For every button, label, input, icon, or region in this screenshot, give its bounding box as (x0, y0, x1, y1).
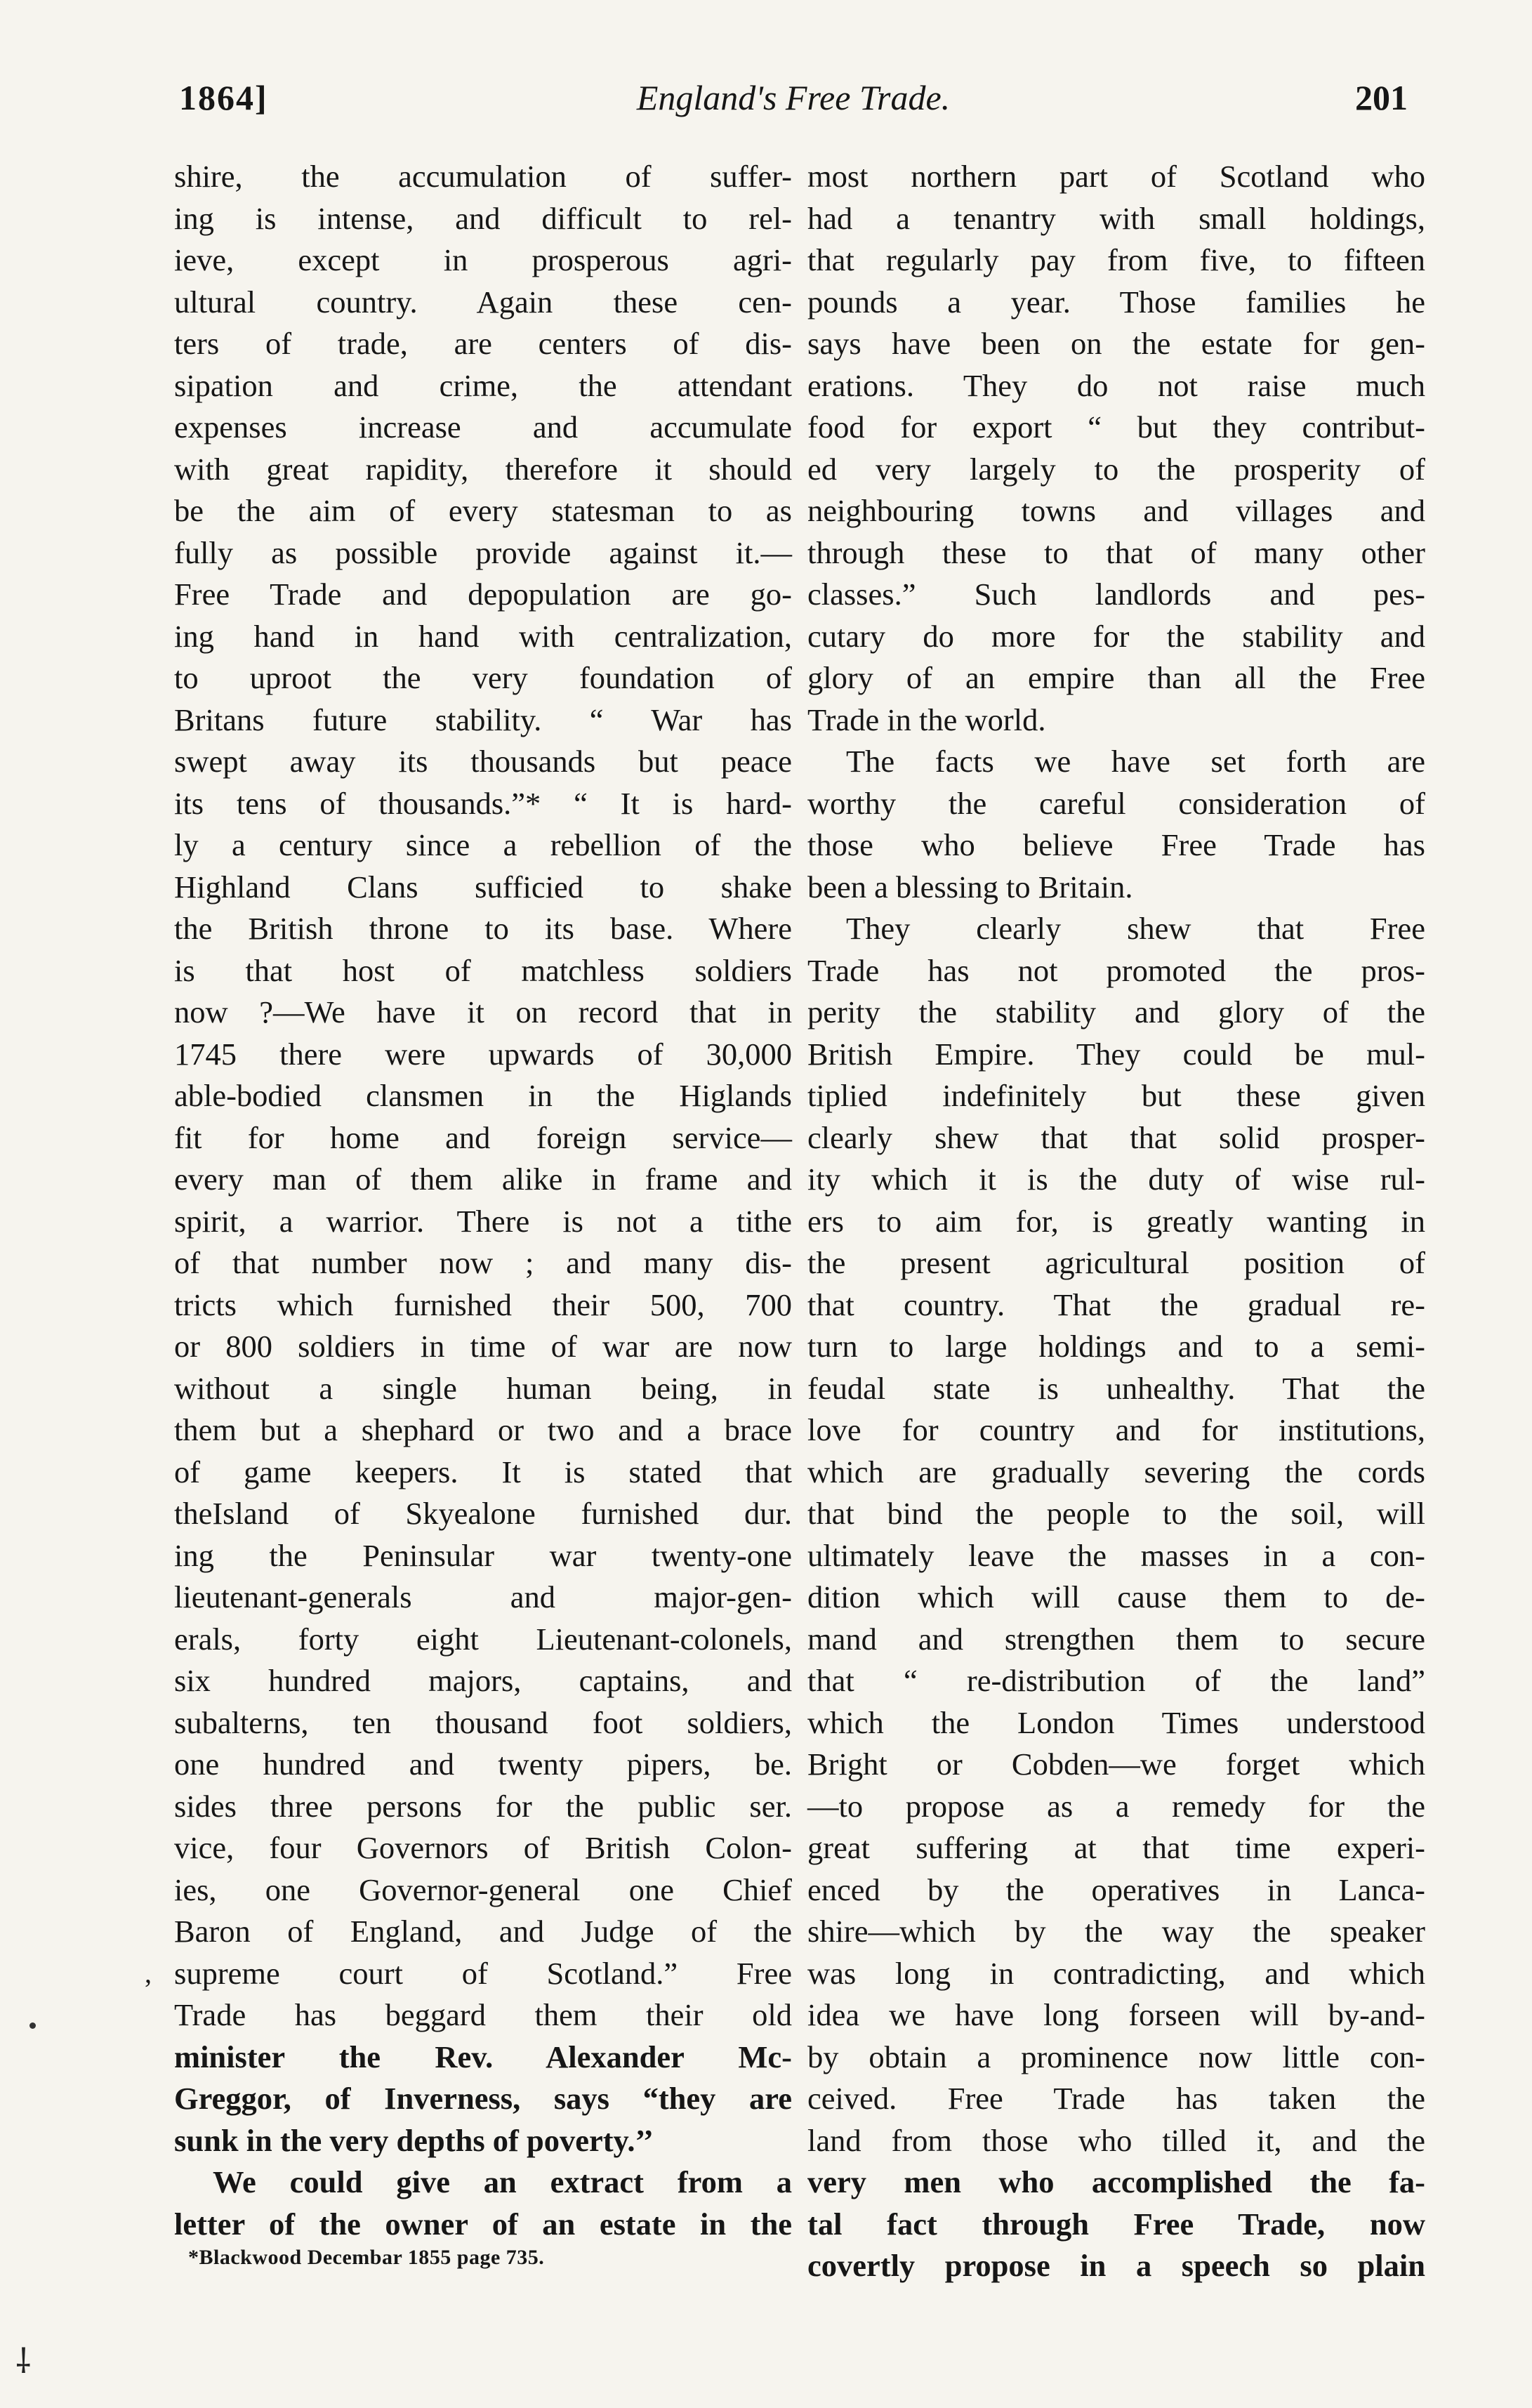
text-line: vice, four Governors of British Colon- (174, 1830, 792, 1865)
text-line: those who believe Free Trade has (807, 827, 1425, 862)
text-line: sunk in the very depths of poverty.’’ (174, 2122, 654, 2158)
text-line: that “ re-distribution of the land” (807, 1663, 1425, 1698)
header-title: England's Free Trade. (636, 78, 951, 117)
text-line: British Empire. They could be mul- (807, 1036, 1425, 1072)
text-line: dition which will cause them to de- (807, 1579, 1425, 1614)
text-line: minister the Rev. Alexander Mc- (174, 2039, 792, 2074)
text-line: land from those who tilled it, and the (807, 2122, 1425, 2158)
text-line: tiplied indefinitely but these given (807, 1078, 1425, 1113)
text-line: Trade in the world. (807, 702, 1046, 737)
text-line: supreme court of Scotland.” Free (174, 1955, 792, 1991)
text-line: through these to that of many other (807, 534, 1425, 570)
text-line: ly a century since a rebellion of the (174, 827, 792, 862)
margin-comma-mark: , (145, 1957, 152, 1989)
text-line: cutary do more for the stability and (807, 618, 1425, 654)
text-line: swept away its thousands but peace (174, 744, 792, 779)
text-line: ultural country. Again these cen- (174, 284, 792, 320)
text-line: food for export “ but they contribut- (807, 409, 1425, 445)
text-line: most northern part of Scotland who (807, 159, 1425, 194)
text-line: was long in contradicting, and which (807, 1955, 1425, 1991)
text-line: ies, one Governor-general one Chief (174, 1871, 792, 1907)
text-line: erals, forty eight Lieutenant-colonels, (174, 1621, 792, 1657)
text-line: Highland Clans sufficied to shake (174, 869, 792, 904)
text-line: every man of them alike in frame and (174, 1162, 792, 1197)
text-line: The facts we have set forth are (846, 744, 1425, 779)
text-line: ed very largely to the prosperity of (807, 451, 1425, 487)
text-line: love for country and for institutions, (807, 1412, 1425, 1447)
text-line: with great rapidity, therefore it should (174, 451, 792, 487)
text-line: that bind the people to the soil, will (807, 1496, 1425, 1531)
margin-dot-mark (29, 2022, 36, 2029)
text-line: now ?—We have it on record that in (174, 994, 792, 1029)
text-line: to uproot the very foundation of (174, 660, 792, 695)
text-line: mand and strengthen them to secure (807, 1621, 1425, 1657)
text-line: of that number now ; and many dis- (174, 1245, 792, 1280)
text-line: ers to aim for, is greatly wanting in (807, 1203, 1425, 1239)
text-line: says have been on the estate for gen- (807, 326, 1425, 361)
text-line: clearly shew that that solid prosper- (807, 1119, 1425, 1155)
text-line: Trade has not promoted the pros- (807, 952, 1425, 988)
text-line: idea we have long forseen will by-and- (807, 1997, 1425, 2032)
text-line: that regularly pay from five, to fifteen (807, 242, 1425, 277)
text-line: classes.” Such landlords and pes- (807, 577, 1425, 612)
text-line: ing the Peninsular war twenty-one (174, 1537, 792, 1573)
text-line: erations. They do not raise much (807, 367, 1425, 403)
text-line: ity which it is the duty of wise rul- (807, 1162, 1425, 1197)
text-line: very men who accomplished the fa- (807, 2164, 1425, 2199)
text-line: one hundred and twenty pipers, be. (174, 1746, 792, 1782)
footnote: *Blackwood Decembar 1855 page 735. (188, 2246, 545, 2269)
text-line: —to propose as a remedy for the (807, 1788, 1425, 1824)
text-line: six hundred majors, captains, and (174, 1663, 792, 1698)
text-line: glory of an empire than all the Free (807, 660, 1425, 695)
text-line: ing hand in hand with centralization, (174, 618, 792, 654)
text-line: tricts which furnished their 500, 700 (174, 1287, 792, 1322)
text-line: the British throne to its base. Where (174, 911, 792, 946)
text-line: them but a shephard or two and a brace (174, 1412, 792, 1447)
text-line: Trade has beggard them their old (174, 1997, 792, 2032)
text-line: which are gradually severing the cords (807, 1454, 1425, 1489)
text-line: is that host of matchless soldiers (174, 952, 792, 988)
text-line: be the aim of every statesman to as (174, 493, 792, 528)
text-line: the present agricultural position of (807, 1245, 1425, 1280)
text-line: ters of trade, are centers of dis- (174, 326, 792, 361)
text-line: theIsland of Skyealone furnished dur. (174, 1496, 792, 1531)
text-line: shire—which by the way the speaker (807, 1914, 1425, 1949)
header-year: 1864] (179, 78, 268, 117)
text-line: sides three persons for the public ser. (174, 1788, 792, 1824)
text-line: had a tenantry with small holdings, (807, 200, 1425, 236)
text-line: neighbouring towns and villages and (807, 493, 1425, 528)
running-header (179, 77, 1408, 133)
text-line: great suffering at that time experi- (807, 1830, 1425, 1865)
text-line: Bright or Cobden—we forget which (807, 1746, 1425, 1782)
text-line: that country. That the gradual re- (807, 1287, 1425, 1322)
text-line: Greggor, of Inverness, says “they are (174, 2081, 792, 2116)
text-line: We could give an extract from a (213, 2164, 792, 2199)
page-number: 201 (1355, 78, 1408, 117)
text-line: which the London Times understood (807, 1704, 1425, 1740)
text-line: tal fact through Free Trade, now (807, 2206, 1425, 2242)
text-line: turn to large holdings and to a semi- (807, 1329, 1425, 1364)
text-line: fit for home and foreign service— (174, 1119, 792, 1155)
text-line: its tens of thousands.”* “ It is hard- (174, 785, 792, 821)
text-line: feudal state is unhealthy. That the (807, 1370, 1425, 1406)
text-line: 1745 there were upwards of 30,000 (174, 1036, 792, 1072)
text-line: letter of the owner of an estate in the (174, 2206, 792, 2242)
text-line: shire, the accumulation of suffer- (174, 159, 792, 194)
text-line: covertly propose in a speech so plain (807, 2248, 1425, 2283)
text-line: Baron of England, and Judge of the (174, 1914, 792, 1949)
text-line: spirit, a warrior. There is not a tithe (174, 1203, 792, 1239)
text-line: They clearly shew that Free (846, 911, 1425, 946)
text-line: perity the stability and glory of the (807, 994, 1425, 1029)
text-line: enced by the operatives in Lanca- (807, 1871, 1425, 1907)
text-line: lieutenant-generals and major-gen- (174, 1579, 792, 1614)
text-line: ultimately leave the masses in a con- (807, 1537, 1425, 1573)
text-line: or 800 soldiers in time of war are now (174, 1329, 792, 1364)
text-line: Free Trade and depopulation are go- (174, 577, 792, 612)
text-line: fully as possible provide against it.— (174, 534, 792, 570)
text-line: able-bodied clansmen in the Higlands (174, 1078, 792, 1113)
corner-ink-mark: ⸸ (15, 2343, 32, 2381)
right-column (807, 156, 1425, 2287)
text-line: subalterns, ten thousand foot soldiers, (174, 1704, 792, 1740)
text-line: ing is intense, and difficult to rel- (174, 200, 792, 236)
text-line: ceived. Free Trade has taken the (807, 2081, 1425, 2116)
text-line: by obtain a prominence now little con- (807, 2039, 1425, 2074)
text-line: pounds a year. Those families he (807, 284, 1425, 320)
text-line: without a single human being, in (174, 1370, 792, 1406)
text-line: of game keepers. It is stated that (174, 1454, 792, 1489)
left-column (174, 156, 792, 2245)
text-line: expenses increase and accumulate (174, 409, 792, 445)
text-line: been a blessing to Britain. (807, 869, 1133, 904)
text-line: ieve, except in prosperous agri- (174, 242, 792, 277)
text-line: Britans future stability. “ War has (174, 702, 792, 737)
text-line: worthy the careful consideration of (807, 785, 1425, 821)
text-line: sipation and crime, the attendant (174, 367, 792, 403)
